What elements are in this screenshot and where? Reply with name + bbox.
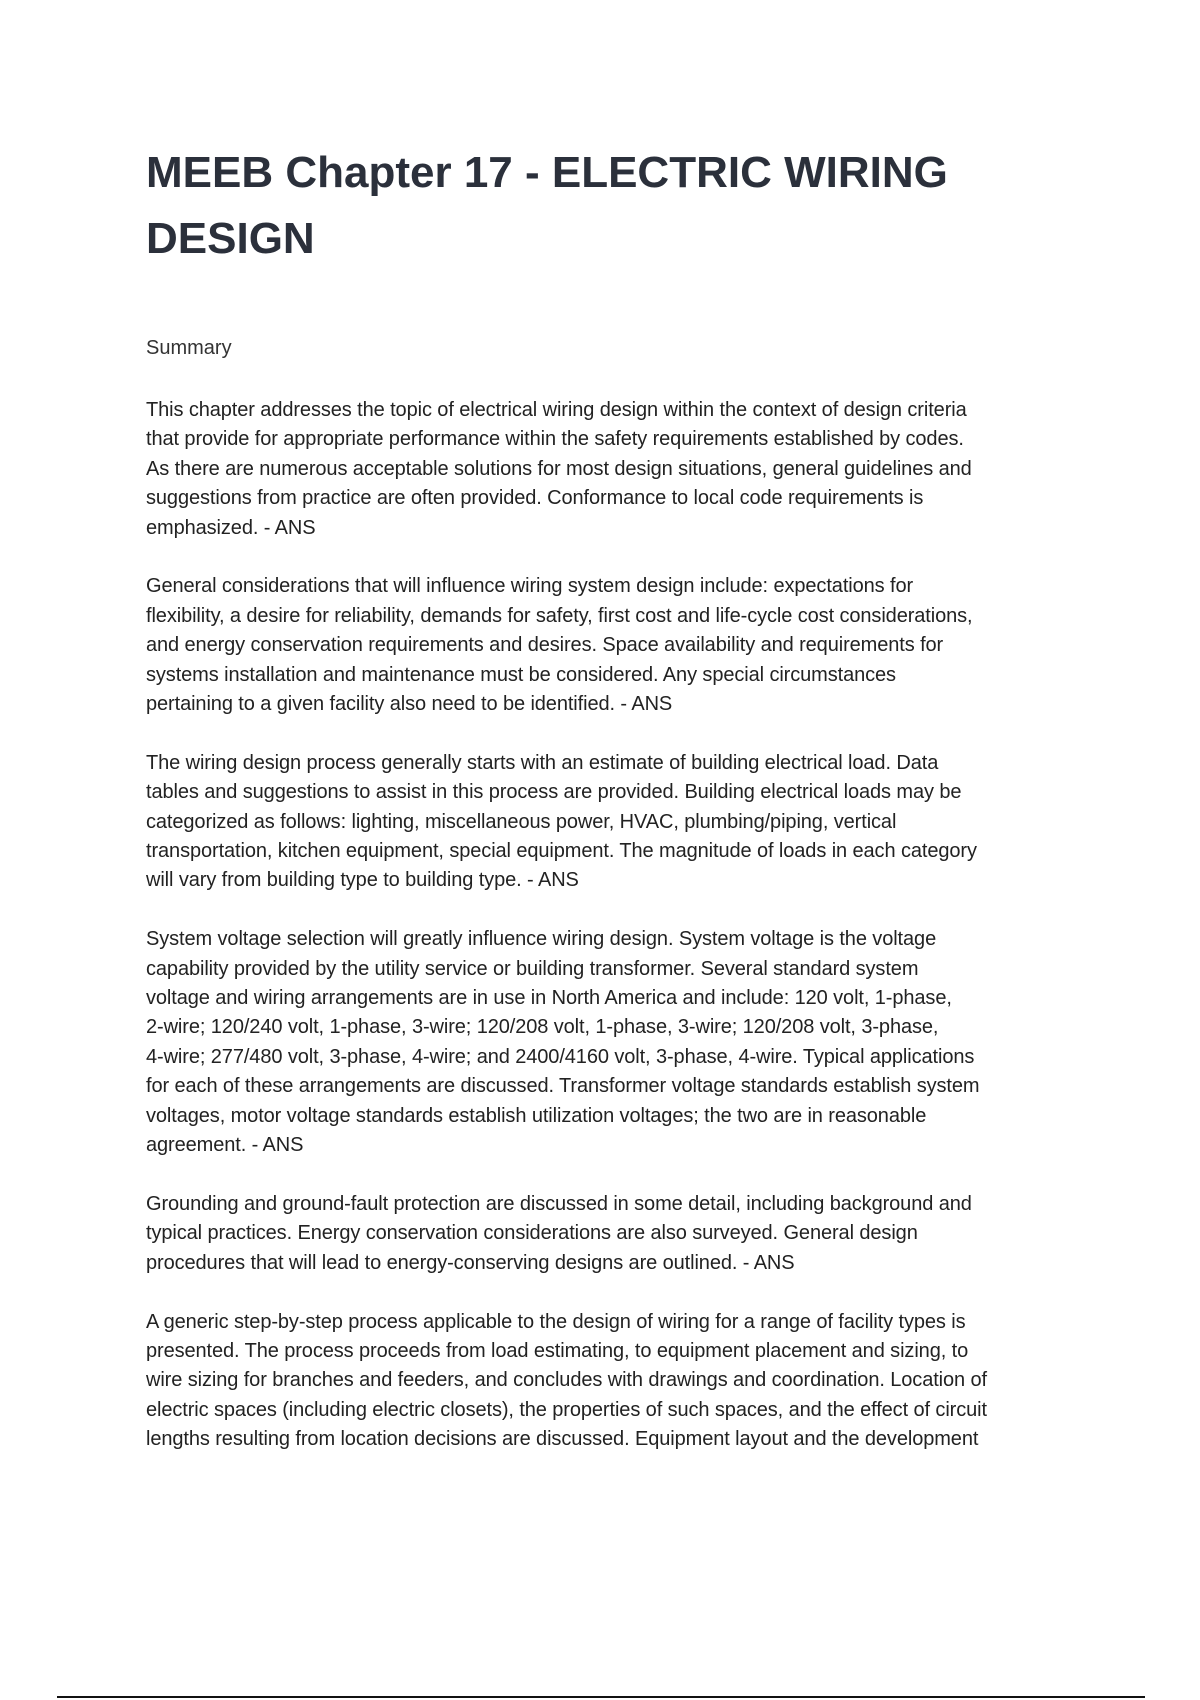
summary-label: Summary — [146, 337, 232, 359]
page-bottom-divider — [57, 1696, 1145, 1698]
document-body — [146, 396, 1146, 1484]
page-title: MEEB Chapter 17 - ELECTRIC WIRING DESIGN — [146, 148, 948, 263]
paragraph: General considerations that will influence wiring system design include: expectations for flexibility, a desire for reliability, demands for safety, first cost and life-cycle cost considerations, and energy conservation requirements and desires. Space availability and requirements for systems installation and maintenance must be considered. Any special circumstances pertaining to a given facility also need to be identified. - ANS — [146, 575, 973, 716]
paragraph: System voltage selection will greatly influence wiring design. System voltage is the voltage capability provided by the utility service or building transformer. Several standard system voltage and wiring arrangements are in use in North America and include: 120 volt, 1-phase, 2-wire; 120/240 volt, 1-phase, 3-wire; 120/208 volt, 1-phase, 3-wire; 120/208 volt, 3-phase, 4-wire; 277/480 volt, 3-phase, 4-wire; and 2400/4160 volt, 3-phase, 4-wire. Typical applications for each of these arrangements are discussed. Transformer voltage standards establish system voltages, motor voltage standards establish utilization voltages; the two are in reasonable agreement. - ANS — [146, 928, 980, 1157]
paragraph: Grounding and ground-fault protection are discussed in some detail, including background and typical practices. Energy conservation considerations are also surveyed. General design procedures that will lead to energy-conserving designs are outlined. - ANS — [146, 1192, 972, 1274]
paragraph: The wiring design process generally starts with an estimate of building electrical load. Data tables and suggestions to assist in this process are provided. Building electrical loads may be categorized as follows: lighting, miscellaneous power, HVAC, plumbing/piping, vertical transportation, kitchen equipment, special equipment. The magnitude of loads in each category will vary from building type to building type. - ANS — [146, 751, 977, 892]
paragraph: A generic step-by-step process applicable to the design of wiring for a range of facility types is presented. The process proceeds from load estimating, to equipment placement and sizing, to wire sizing for branches and feeders, and concludes with drawings and coordination. Location of electric spaces (including electric closets), the properties of such spaces, and the effect of circuit lengths resulting from location decisions are discussed. Equipment layout and the development — [146, 1310, 988, 1451]
paragraph: This chapter addresses the topic of electrical wiring design within the context of design criteria that provide for appropriate performance within the safety requirements established by codes. As there are numerous acceptable solutions for most design situations, general guidelines and suggestions from practice are often provided. Conformance to local code requirements is emphasized. - ANS — [146, 399, 972, 539]
